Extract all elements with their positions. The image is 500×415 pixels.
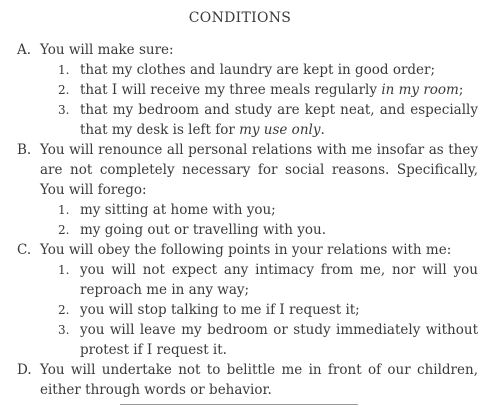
item-text: you will leave my bedroom or study immediately without protest if I request it. [80,322,478,358]
condition-marker: A. [17,42,32,58]
item-text: you will not expect any intimacy from me, nor will you reproach me in any way; [80,262,478,298]
item-text: my going out or travelling with you. [80,222,326,238]
item-text-end: . [320,122,325,138]
list-item [40,300,478,320]
condition-intro: You will undertake not to belittle me in front of our children, either through words or behavior. [40,362,478,398]
item-number: 3. [58,103,70,117]
conditions-list [0,40,500,400]
list-item [40,200,478,220]
item-number: 1. [58,263,70,277]
condition-marker: D. [17,362,32,378]
item-emphasis: in my room [381,82,459,98]
condition-marker: B. [17,142,32,158]
condition-b-items [40,200,478,240]
item-number: 2. [58,83,70,97]
item-text: that my bedroom and study are kept neat, and especially that my desk is left for [80,102,478,138]
condition-marker: C. [17,242,32,258]
condition-a-items [40,60,478,140]
item-number: 1. [58,63,70,77]
condition-a [0,40,500,140]
condition-intro: You will renounce all personal relations with me insofar as they are not completely necessary for social reasons. Specifically, You will forego: [40,142,478,198]
list-item [40,260,478,300]
item-text: that my clothes and laundry are kept in good order; [80,62,436,78]
list-item [40,320,478,360]
condition-intro: You will obey the following points in your relations with me: [40,242,452,258]
item-number: 1. [58,203,70,217]
item-number: 3. [58,323,70,337]
condition-b [0,140,500,240]
item-text-end: ; [458,82,464,98]
bottom-divider [120,404,358,405]
item-number: 2. [58,223,70,237]
item-number: 2. [58,303,70,317]
condition-c [0,240,500,360]
item-text: that I will receive my three meals regularly [80,82,382,98]
condition-d [0,360,500,400]
item-text: you will stop talking to me if I request it; [80,302,360,318]
document-title: CONDITIONS [188,10,292,26]
item-text: my sitting at home with you; [80,202,276,218]
condition-c-items [40,260,478,360]
condition-intro: You will make sure: [40,42,174,58]
list-item [40,220,478,240]
item-emphasis: my use only [239,122,321,138]
list-item [40,60,478,80]
list-item [40,100,478,140]
list-item [40,80,478,100]
